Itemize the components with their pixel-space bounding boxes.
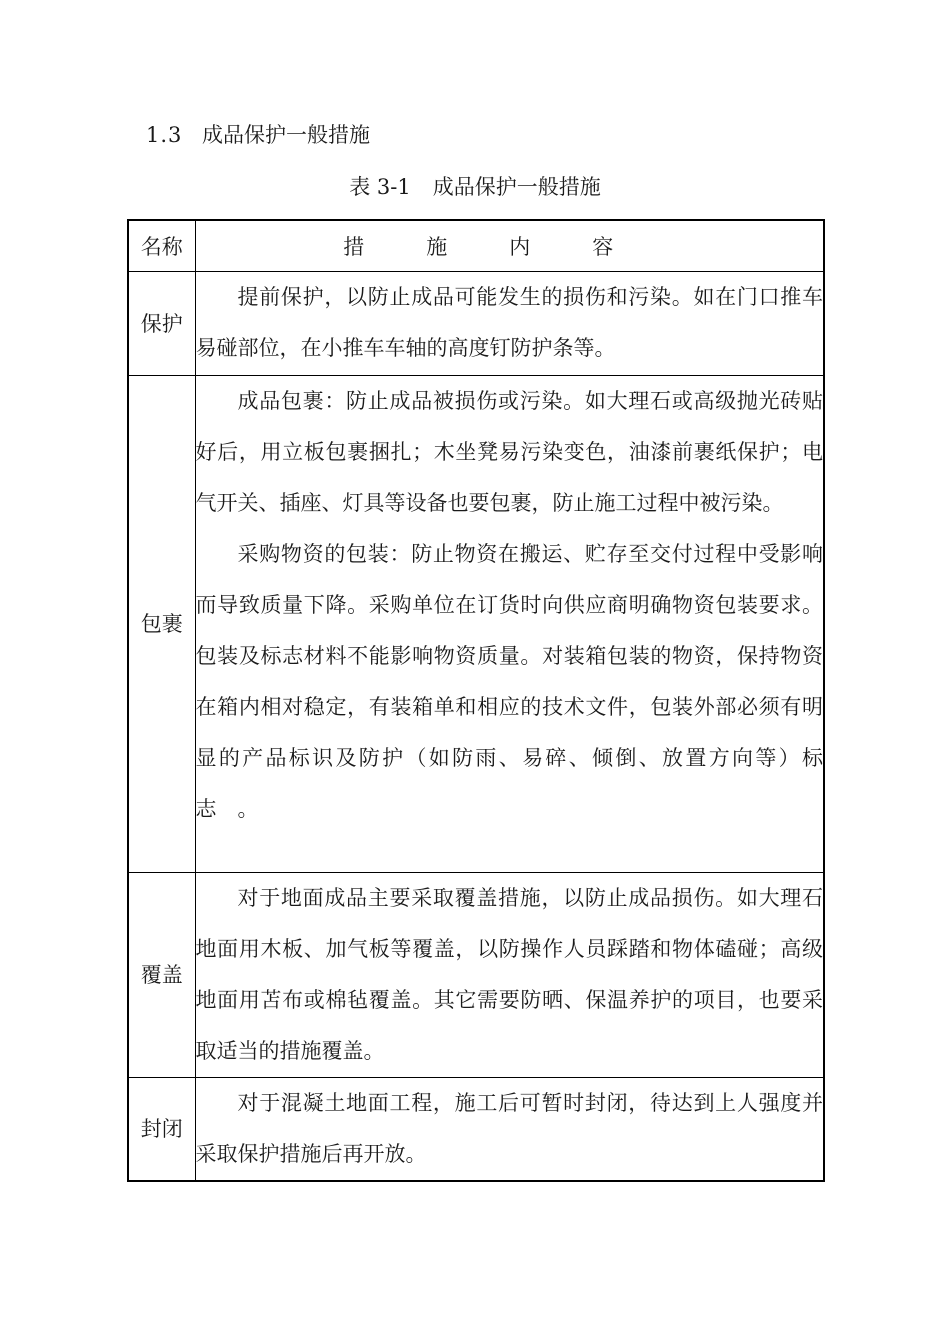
table-header-row (128, 220, 824, 272)
row-content-protect (195, 272, 824, 376)
table-row (128, 873, 824, 1078)
row-name-seal: 封闭 (128, 1078, 195, 1182)
row-paragraph: 对于混凝土地面工程，施工后可暂时封闭，待达到上人强度并采取保护措施后再开放。 (195, 1091, 823, 1166)
table-caption-number: 表 3-1 (349, 175, 411, 199)
section-heading (146, 120, 370, 150)
header-name: 名称 (128, 220, 195, 272)
row-content-cover (195, 873, 824, 1078)
row-paragraph: 提前保护，以防止成品可能发生的损伤和污染。如在门口推车易碰部位，在小推车车轴的高度钉防护条等。 (195, 285, 823, 360)
table-row (128, 376, 824, 873)
row-name-wrap: 包裹 (128, 376, 195, 873)
row-paragraph: 成品包裹：防止成品被损伤或污染。如大理石或高级抛光砖贴好后，用立板包裹捆扎；木坐凳易污染变色，油漆前裹纸保护；电气开关、插座、灯具等设备也要包裹，防止施工过程中被污染。 (195, 389, 823, 515)
table-caption (0, 172, 950, 202)
row-content-seal (195, 1078, 824, 1182)
row-content-wrap (195, 376, 824, 873)
section-number: 1.3 (146, 123, 183, 147)
table-caption-title: 成品保护一般措施 (432, 175, 601, 199)
table-row (128, 1078, 824, 1182)
measures-table (127, 219, 825, 1182)
row-name-cover: 覆盖 (128, 873, 195, 1078)
row-paragraph: 对于地面成品主要采取覆盖措施，以防止成品损伤。如大理石地面用木板、加气板等覆盖，以防操作人员踩踏和物体磕碰；高级地面用苫布或棉毡覆盖。其它需要防晒、保温养护的项目，也要采取适当的措施覆盖。 (195, 886, 823, 1063)
section-title: 成品保护一般措施 (202, 123, 370, 147)
header-content: 措施内容 (195, 220, 824, 272)
table-row (128, 272, 824, 376)
row-paragraph: 采购物资的包装：防止物资在搬运、贮存至交付过程中受影响而导致质量下降。采购单位在订货时向供应商明确物资包装要求。包装及标志材料不能影响物资质量。对装箱包装的物资，保持物资在箱内相对稳定，有装箱单和相应的技术文件，包装外部必须有明显的产品标识及防护（如防雨、易碎、倾倒、放置方向等）标志 。 (195, 542, 823, 821)
row-name-protect: 保护 (128, 272, 195, 376)
